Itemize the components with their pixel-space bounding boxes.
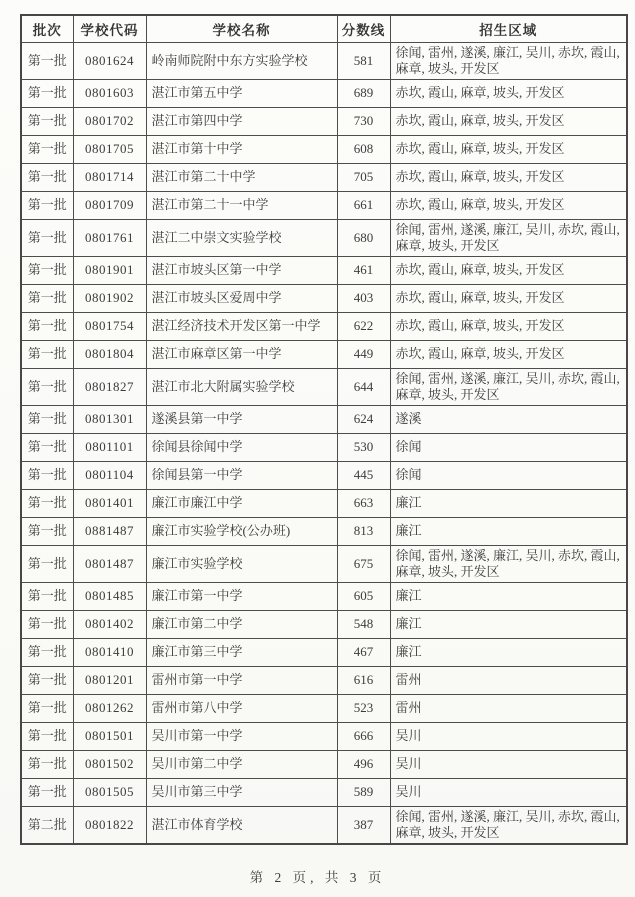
- cell-score-line: 663: [337, 489, 390, 517]
- cell-school-name: 湛江市北大附属实验学校: [146, 368, 337, 405]
- table-body: [21, 42, 627, 844]
- cell-school-code: 0801702: [73, 107, 146, 135]
- cell-batch: 第一批: [21, 256, 73, 284]
- col-header-school-name: 学校名称: [146, 15, 337, 42]
- cell-school-name: 徐闻县徐闻中学: [146, 433, 337, 461]
- cell-batch: 第一批: [21, 638, 73, 666]
- cell-batch: 第一批: [21, 107, 73, 135]
- cell-region: 赤坎, 霞山, 麻章, 坡头, 开发区: [390, 107, 627, 135]
- cell-school-code: 0801624: [73, 42, 146, 79]
- cell-region: 徐闻: [390, 461, 627, 489]
- cell-score-line: 813: [337, 517, 390, 545]
- cell-region: 赤坎, 霞山, 麻章, 坡头, 开发区: [390, 135, 627, 163]
- cell-school-code: 0801603: [73, 79, 146, 107]
- cell-school-name: 湛江市体育学校: [146, 806, 337, 844]
- cell-batch: 第一批: [21, 778, 73, 806]
- cell-score-line: 730: [337, 107, 390, 135]
- cell-school-name: 雷州市第八中学: [146, 694, 337, 722]
- page-footer: 第 2 页, 共 3 页: [249, 870, 386, 885]
- cell-school-name: 徐闻县第一中学: [146, 461, 337, 489]
- cell-region: 赤坎, 霞山, 麻章, 坡头, 开发区: [390, 340, 627, 368]
- cell-region: 赤坎, 霞山, 麻章, 坡头, 开发区: [390, 191, 627, 219]
- cell-school-code: 0801402: [73, 610, 146, 638]
- table-row: [21, 694, 627, 722]
- table-row: [21, 545, 627, 582]
- cell-school-name: 廉江市第二中学: [146, 610, 337, 638]
- cell-batch: 第一批: [21, 42, 73, 79]
- cell-region: 雷州: [390, 666, 627, 694]
- table-row: [21, 722, 627, 750]
- cell-batch: 第一批: [21, 582, 73, 610]
- cell-school-code: 0801505: [73, 778, 146, 806]
- cell-score-line: 624: [337, 405, 390, 433]
- cell-school-code: 0801401: [73, 489, 146, 517]
- cell-batch: 第一批: [21, 312, 73, 340]
- cell-score-line: 661: [337, 191, 390, 219]
- cell-school-name: 廉江市实验学校: [146, 545, 337, 582]
- cell-school-name: 遂溪县第一中学: [146, 405, 337, 433]
- cell-school-code: 0801705: [73, 135, 146, 163]
- cell-school-code: 0801502: [73, 750, 146, 778]
- cell-batch: 第一批: [21, 219, 73, 256]
- cell-region: 徐闻, 雷州, 遂溪, 廉江, 吴川, 赤坎, 霞山, 麻章, 坡头, 开发区: [390, 368, 627, 405]
- cell-score-line: 461: [337, 256, 390, 284]
- table-row: [21, 135, 627, 163]
- table-row: [21, 433, 627, 461]
- header-row: [21, 15, 627, 42]
- cell-school-code: 0801487: [73, 545, 146, 582]
- col-header-batch: 批次: [21, 15, 73, 42]
- cell-batch: 第一批: [21, 433, 73, 461]
- cell-score-line: 675: [337, 545, 390, 582]
- cell-school-name: 湛江市第二十中学: [146, 163, 337, 191]
- cell-score-line: 605: [337, 582, 390, 610]
- cell-school-code: 0801410: [73, 638, 146, 666]
- table-row: [21, 163, 627, 191]
- cell-school-code: 0801301: [73, 405, 146, 433]
- table-row: [21, 517, 627, 545]
- cell-score-line: 467: [337, 638, 390, 666]
- cell-score-line: 523: [337, 694, 390, 722]
- cell-batch: 第一批: [21, 284, 73, 312]
- cell-school-name: 岭南师院附中东方实验学校: [146, 42, 337, 79]
- cell-school-code: 0801104: [73, 461, 146, 489]
- cell-school-name: 湛江经济技术开发区第一中学: [146, 312, 337, 340]
- cell-school-name: 湛江市第五中学: [146, 79, 337, 107]
- cell-region: 赤坎, 霞山, 麻章, 坡头, 开发区: [390, 163, 627, 191]
- cell-region: 吴川: [390, 750, 627, 778]
- table-row: [21, 340, 627, 368]
- cell-batch: 第一批: [21, 135, 73, 163]
- table-row: [21, 806, 627, 844]
- cell-score-line: 608: [337, 135, 390, 163]
- cell-school-name: 湛江市第十中学: [146, 135, 337, 163]
- cell-region: 廉江: [390, 610, 627, 638]
- cell-region: 吴川: [390, 722, 627, 750]
- cell-school-name: 廉江市第一中学: [146, 582, 337, 610]
- cell-school-code: 0801901: [73, 256, 146, 284]
- table-row: [21, 42, 627, 79]
- cell-score-line: 616: [337, 666, 390, 694]
- table-row: [21, 219, 627, 256]
- cell-batch: 第一批: [21, 368, 73, 405]
- cell-score-line: 705: [337, 163, 390, 191]
- cell-score-line: 403: [337, 284, 390, 312]
- col-header-school-code: 学校代码: [73, 15, 146, 42]
- cell-batch: 第一批: [21, 79, 73, 107]
- table-row: [21, 256, 627, 284]
- cell-school-code: 0801902: [73, 284, 146, 312]
- cell-score-line: 622: [337, 312, 390, 340]
- cell-score-line: 666: [337, 722, 390, 750]
- cell-region: 赤坎, 霞山, 麻章, 坡头, 开发区: [390, 284, 627, 312]
- cell-school-name: 湛江市麻章区第一中学: [146, 340, 337, 368]
- cell-region: 廉江: [390, 638, 627, 666]
- cell-batch: 第一批: [21, 750, 73, 778]
- col-header-region: 招生区域: [390, 15, 627, 42]
- cell-batch: 第一批: [21, 191, 73, 219]
- cell-batch: 第一批: [21, 666, 73, 694]
- cell-region: 吴川: [390, 778, 627, 806]
- cell-school-code: 0801754: [73, 312, 146, 340]
- table-row: [21, 284, 627, 312]
- cell-score-line: 445: [337, 461, 390, 489]
- cell-score-line: 548: [337, 610, 390, 638]
- cell-region: 雷州: [390, 694, 627, 722]
- cell-score-line: 387: [337, 806, 390, 844]
- cell-batch: 第二批: [21, 806, 73, 844]
- cell-school-name: 廉江市实验学校(公办班): [146, 517, 337, 545]
- cell-school-name: 廉江市廉江中学: [146, 489, 337, 517]
- cell-batch: 第一批: [21, 610, 73, 638]
- cell-school-name: 雷州市第一中学: [146, 666, 337, 694]
- table-row: [21, 750, 627, 778]
- cell-school-code: 0801485: [73, 582, 146, 610]
- cell-school-code: 0801827: [73, 368, 146, 405]
- cell-region: 廉江: [390, 582, 627, 610]
- cell-score-line: 581: [337, 42, 390, 79]
- cell-region: 廉江: [390, 489, 627, 517]
- cell-batch: 第一批: [21, 722, 73, 750]
- cell-score-line: 449: [337, 340, 390, 368]
- cell-region: 赤坎, 霞山, 麻章, 坡头, 开发区: [390, 256, 627, 284]
- table-row: [21, 666, 627, 694]
- cell-batch: 第一批: [21, 694, 73, 722]
- cell-region: 遂溪: [390, 405, 627, 433]
- score-table: [20, 14, 628, 845]
- cell-region: 赤坎, 霞山, 麻章, 坡头, 开发区: [390, 312, 627, 340]
- cell-region: 徐闻, 雷州, 遂溪, 廉江, 吴川, 赤坎, 霞山, 麻章, 坡头, 开发区: [390, 42, 627, 79]
- cell-school-code: 0801804: [73, 340, 146, 368]
- cell-school-name: 吴川市第二中学: [146, 750, 337, 778]
- cell-school-code: 0801761: [73, 219, 146, 256]
- table-row: [21, 191, 627, 219]
- cell-region: 徐闻, 雷州, 遂溪, 廉江, 吴川, 赤坎, 霞山, 麻章, 坡头, 开发区: [390, 219, 627, 256]
- cell-score-line: 680: [337, 219, 390, 256]
- cell-school-name: 湛江市坡头区爱周中学: [146, 284, 337, 312]
- cell-batch: 第一批: [21, 461, 73, 489]
- cell-score-line: 644: [337, 368, 390, 405]
- table-row: [21, 778, 627, 806]
- cell-school-name: 吴川市第一中学: [146, 722, 337, 750]
- cell-batch: 第一批: [21, 163, 73, 191]
- cell-score-line: 496: [337, 750, 390, 778]
- table-row: [21, 368, 627, 405]
- cell-batch: 第一批: [21, 405, 73, 433]
- cell-region: 徐闻, 雷州, 遂溪, 廉江, 吴川, 赤坎, 霞山, 麻章, 坡头, 开发区: [390, 545, 627, 582]
- cell-score-line: 530: [337, 433, 390, 461]
- cell-school-code: 0801714: [73, 163, 146, 191]
- cell-batch: 第一批: [21, 545, 73, 582]
- cell-school-code: 0801501: [73, 722, 146, 750]
- cell-school-name: 廉江市第三中学: [146, 638, 337, 666]
- table-row: [21, 489, 627, 517]
- cell-region: 赤坎, 霞山, 麻章, 坡头, 开发区: [390, 79, 627, 107]
- cell-school-name: 湛江市第二十一中学: [146, 191, 337, 219]
- table-row: [21, 107, 627, 135]
- cell-school-name: 湛江市第四中学: [146, 107, 337, 135]
- cell-region: 徐闻: [390, 433, 627, 461]
- cell-school-code: 0881487: [73, 517, 146, 545]
- cell-school-code: 0801101: [73, 433, 146, 461]
- cell-school-code: 0801201: [73, 666, 146, 694]
- table-row: [21, 312, 627, 340]
- cell-school-code: 0801262: [73, 694, 146, 722]
- table-row: [21, 79, 627, 107]
- cell-region: 廉江: [390, 517, 627, 545]
- table-row: [21, 461, 627, 489]
- table-row: [21, 405, 627, 433]
- table-row: [21, 638, 627, 666]
- cell-school-code: 0801822: [73, 806, 146, 844]
- cell-batch: 第一批: [21, 517, 73, 545]
- cell-score-line: 689: [337, 79, 390, 107]
- cell-school-name: 吴川市第三中学: [146, 778, 337, 806]
- col-header-score-line: 分数线: [337, 15, 390, 42]
- table-row: [21, 582, 627, 610]
- cell-score-line: 589: [337, 778, 390, 806]
- cell-region: 徐闻, 雷州, 遂溪, 廉江, 吴川, 赤坎, 霞山, 麻章, 坡头, 开发区: [390, 806, 627, 844]
- cell-school-name: 湛江市坡头区第一中学: [146, 256, 337, 284]
- table-row: [21, 610, 627, 638]
- cell-batch: 第一批: [21, 340, 73, 368]
- cell-school-code: 0801709: [73, 191, 146, 219]
- cell-school-name: 湛江二中崇文实验学校: [146, 219, 337, 256]
- cell-batch: 第一批: [21, 489, 73, 517]
